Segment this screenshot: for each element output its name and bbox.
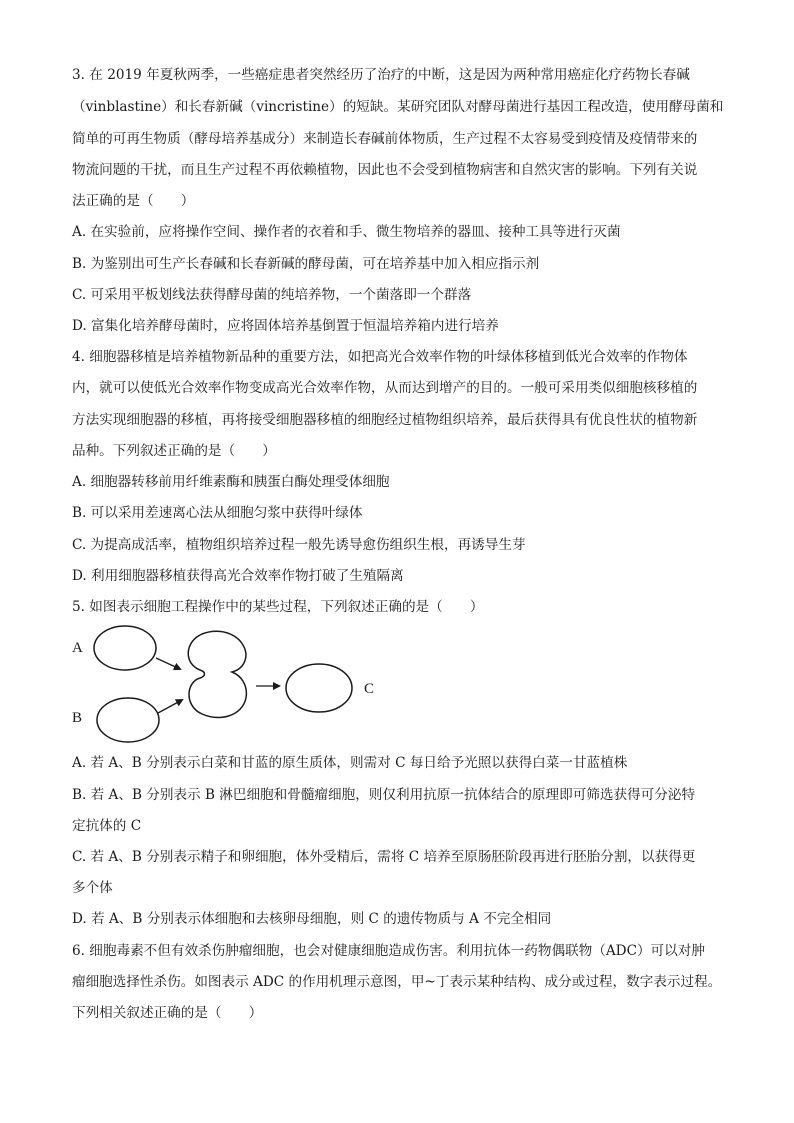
q4-option-a: A. 细胞器转移前用纤维素酶和胰蛋白酶处理受体细胞 xyxy=(72,474,390,490)
q4-stem-line: 内，就可以使低光合效率作物变成高光合效率作物，从而达到增产的目的。一般可采用类似细胞核移植的 xyxy=(72,380,698,396)
cell-a-shape xyxy=(94,626,156,670)
cell-fusion-diagram xyxy=(60,618,400,750)
q6-stem-line: 瘤细胞选择性杀伤。如图表示 ADC 的作用机理示意图，甲~丁表示某种结构、成分或过程，数字表示过程。 xyxy=(72,974,722,990)
q3-option-c: C. 可采用平板划线法获得酵母菌的纯培养物，一个菌落即一个群落 xyxy=(72,287,472,303)
q4-stem-line: 方法实现细胞器的移植，再将接受细胞器移植的细胞经过植物组织培养，最后获得具有优良性状的植物新 xyxy=(72,412,698,428)
q5-option-b: B. 若 A、B 分别表示 B 淋巴细胞和骨髓瘤细胞，则仅利用抗原一抗体结合的原理即可筛选获得可分泌特 xyxy=(72,787,696,803)
q3-option-a: A. 在实验前，应将操作空间、操作者的衣着和手、微生物培养的器皿、接种工具等进行灭菌 xyxy=(72,224,621,240)
q4-stem-line: 4. 细胞器移植是培养植物新品种的重要方法，如把高光合效率作物的叶绿体移植到低光合效率的作物体 xyxy=(72,349,688,365)
q4-option-b: B. 可以采用差速离心法从细胞匀浆中获得叶绿体 xyxy=(72,505,363,521)
q3-option-b: B. 为鉴别出可生产长春碱和长春新碱的酵母菌，可在培养基中加入相应指示剂 xyxy=(72,256,540,272)
fusing-cell-shape xyxy=(188,631,246,717)
q5-stem-line: 5. 如图表示细胞工程操作中的某些过程，下列叙述正确的是（ ） xyxy=(72,599,484,615)
q3-stem-line: 物流问题的干扰，而且生产过程不再依赖植物，因此也不会受到植物病害和自然灾害的影响。下列有关说 xyxy=(72,162,698,178)
q5-option-a: A. 若 A、B 分别表示白菜和甘蓝的原生质体，则需对 C 每日给予光照以获得白菜一甘蓝植株 xyxy=(72,755,628,771)
label-b: B xyxy=(72,710,83,726)
q5-option-c: C. 若 A、B 分别表示精子和卵细胞，体外受精后，需将 C 培养至原肠胚阶段再进行胚胎分割，以获得更 xyxy=(72,849,696,865)
q5-option-d: D. 若 A、B 分别表示体细胞和去核卵母细胞，则 C 的遗传物质与 A 不完全相同 xyxy=(72,911,552,927)
q5-option-b-cont: 定抗体的 C xyxy=(72,818,142,834)
q3-stem-line: 法正确的是（ ） xyxy=(72,193,195,209)
cell-b-shape xyxy=(97,698,159,742)
q5-option-c-cont: 多个体 xyxy=(72,880,113,896)
label-a: A xyxy=(72,640,83,656)
q6-stem-line: 下列相关叙述正确的是（ ） xyxy=(72,1005,263,1021)
cell-c-shape xyxy=(286,664,352,712)
q4-stem-line: 品种。下列叙述正确的是（ ） xyxy=(72,443,276,459)
arrow-b xyxy=(158,700,182,713)
q3-option-d: D. 富集化培养酵母菌时，应将固体培养基倒置于恒温培养箱内进行培养 xyxy=(72,318,499,334)
q4-option-c: C. 为提高成活率，植物组织培养过程一般先诱导愈伤组织生根，再诱导生芽 xyxy=(72,537,526,553)
q4-option-d: D. 利用细胞器移植获得高光合效率作物打破了生殖隔离 xyxy=(72,568,404,584)
q6-stem-line: 6. 细胞毒素不但有效杀伤肿瘤细胞，也会对健康细胞造成伤害。利用抗体一药物偶联物（ADC）可以对肿 xyxy=(72,943,705,959)
q3-stem-line: 3. 在 2019 年夏秋两季，一些癌症患者突然经历了治疗的中断，这是因为两种常用癌症化疗药物长春碱 xyxy=(72,67,690,83)
q3-stem-line: 简单的可再生物质（酵母培养基成分）来制造长春碱前体物质，生产过程不太容易受到疫情及疫情带来的 xyxy=(72,131,698,147)
q3-stem-line: （vinblastine）和长春新碱（vincristine）的短缺。某研究团队对酵母菌进行基因工程改造，使用酵母菌和 xyxy=(72,99,724,115)
label-c: C xyxy=(364,681,375,697)
arrow-a xyxy=(156,658,180,669)
